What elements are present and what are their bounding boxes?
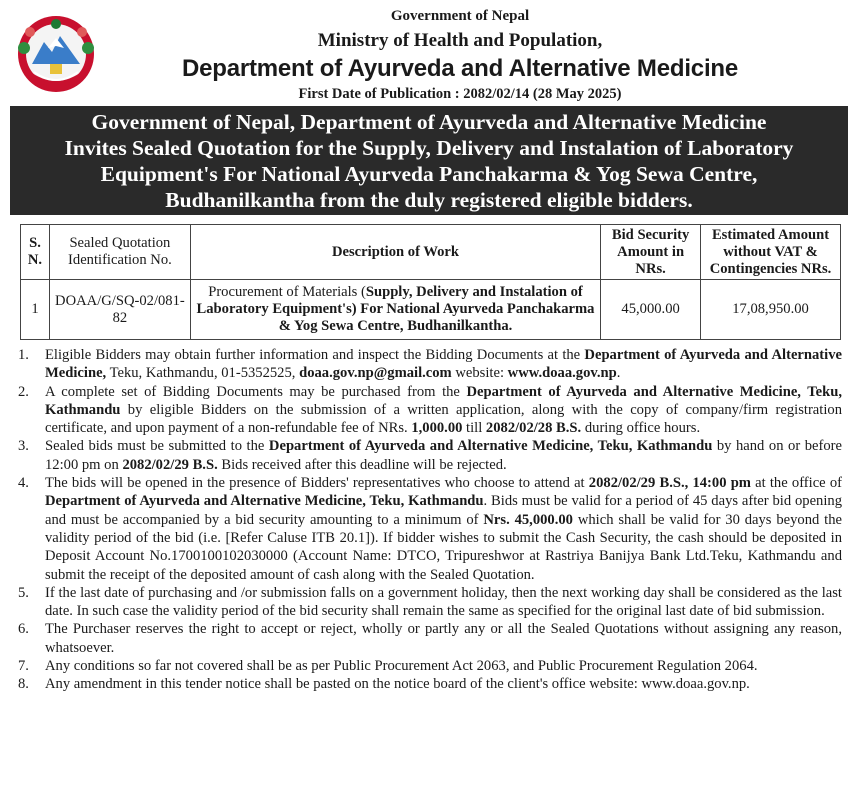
banner-line-3: Equipment's For National Ayurveda Panchakarma & Yog Sewa Centre, xyxy=(100,162,758,186)
header-sn: S. N. xyxy=(21,225,50,280)
list-item-emphasis: Department of Ayurveda and Alternative Medicine, xyxy=(45,347,842,382)
list-item xyxy=(18,383,842,438)
list-item-number: 2. xyxy=(18,383,29,400)
list-item-number: 3. xyxy=(18,438,29,455)
list-item xyxy=(18,437,842,474)
list-item-text: Any conditions so far not covered shall be as per Public Procurement Act 2063, and Public Procurement Regulation 2064. xyxy=(45,658,758,675)
list-item xyxy=(18,346,842,383)
list-item-text: Teku, Kathmandu, 01-5352525, xyxy=(106,365,300,382)
list-item-text: which shall be valid for 30 days beyond the validity period of the bid (i.e. [Refer Caluse ITB 20.1]). If bidder wishes to submit the Cash Security, the cash should be deposited in Deposit Account No.1700100102030000 (Account Name: DTCO, Tripureshwor at Rastriya Banijya Bank Ltd.Teku, Kathmandu and submit the receipt of the deposited amount of cash along with the Sealed Quotation. xyxy=(45,511,842,583)
list-item-number: 1. xyxy=(18,347,29,363)
list-item-number: 7. xyxy=(18,658,29,675)
nepal-emblem-icon xyxy=(10,8,102,100)
banner-line-4: Budhanilkantha from the duly registered eligible bidders. xyxy=(165,188,693,212)
list-item-number: 5. xyxy=(18,584,29,601)
cell-description-bold: Supply, Delivery and Instalation of Laboratory Equipment's) For National Ayurveda Panchakarma & Yog Sewa Centre, Budhanilkantha. xyxy=(196,284,595,334)
banner-line-1: Government of Nepal, Department of Ayurveda and Alternative Medicine xyxy=(91,110,767,134)
list-item xyxy=(18,584,842,621)
list-item-text: by eligible Bidders on the submission of a written application, along with the copy of company/firm registration certificate, and upon payment of a non-refundable fee of NRs. xyxy=(45,401,842,437)
list-item-number: 6. xyxy=(18,621,29,638)
conditions-list xyxy=(18,346,842,694)
list-item-emphasis: www.doaa.gov.np xyxy=(507,365,617,382)
header-bid-security: Bid Security Amount in NRs. xyxy=(601,225,701,280)
cell-description-plain: Procurement of Materials ( xyxy=(208,284,366,300)
list-item-number: 4. xyxy=(18,475,29,492)
header-identification: Sealed Quotation Identification No. xyxy=(49,225,190,280)
notice-title-banner xyxy=(10,106,848,215)
list-item-text: Bids received after this deadline will be rejected. xyxy=(217,456,507,473)
table-header-row xyxy=(21,225,841,280)
header-description: Description of Work xyxy=(190,225,600,280)
cell-sn: 1 xyxy=(21,280,50,340)
table-row xyxy=(21,280,841,340)
cell-description xyxy=(190,280,600,340)
list-item xyxy=(18,675,842,693)
list-item-emphasis: 2082/02/29 B.S. xyxy=(122,456,218,473)
list-item-text: If the last date of purchasing and /or submission falls on a government holiday, then the next working day shall be considered as the last date. In such case the validity period of the bid security shall remain the same as specified for the original last date of bid submission. xyxy=(45,584,842,620)
list-item-text: during office hours. xyxy=(581,420,701,437)
list-item-text: . xyxy=(616,365,621,382)
list-item-emphasis: 1,000.00 xyxy=(411,420,463,437)
list-item-emphasis: Department of Ayurveda and Alternative Medicine, Teku, Kathmandu xyxy=(268,438,713,455)
list-item-emphasis: Nrs. 45,000.00 xyxy=(483,511,573,528)
header-ministry: Ministry of Health and Population, xyxy=(317,30,603,51)
list-item-emphasis: Department of Ayurveda and Alternative Medicine, Teku, Kathmandu xyxy=(45,493,484,510)
list-item-text: till xyxy=(462,420,486,437)
list-item-text: The bids will be opened in the presence of Bidders' representatives who choose to attend at xyxy=(45,475,589,492)
list-item-text: at the office of xyxy=(750,475,843,492)
cell-bid-security: 45,000.00 xyxy=(601,280,701,340)
list-item-text: Any amendment in this tender notice shall be pasted on the notice board of the client's office website: www.doaa.gov.np. xyxy=(45,676,750,693)
quotation-table xyxy=(20,224,841,340)
list-item-emphasis: 2082/02/29 B.S., 14:00 pm xyxy=(588,475,751,492)
header-estimated-amount: Estimated Amount without VAT & Contingencies NRs. xyxy=(701,225,841,280)
list-item-number: 8. xyxy=(18,676,29,693)
list-item xyxy=(18,620,842,657)
publication-date: First Date of Publication : 2082/02/14 (28 May 2025) xyxy=(298,86,622,102)
list-item-text: website: xyxy=(451,365,508,382)
list-item-emphasis: 2082/02/28 B.S. xyxy=(485,420,582,437)
list-item-text: by hand on or before 12:00 pm on xyxy=(45,438,842,473)
list-item xyxy=(18,474,842,584)
list-item-text: Sealed bids must be submitted to the xyxy=(45,438,269,455)
list-item-emphasis: doaa.gov.np@gmail.com xyxy=(299,365,452,382)
cell-identification: DOAA/G/SQ-02/081-82 xyxy=(49,280,190,340)
list-item xyxy=(18,657,842,675)
header-government: Government of Nepal xyxy=(390,8,530,24)
banner-line-2: Invites Sealed Quotation for the Supply, Delivery and Instalation of Laboratory xyxy=(64,136,794,160)
cell-estimated-amount: 17,08,950.00 xyxy=(701,280,841,340)
list-item-text: . Bids must be valid for a period of 45 days after bid opening and must be accompanied by a bid security amounting to a minimum of xyxy=(45,493,842,528)
list-item-emphasis: Department of Ayurveda and Alternative Medicine, Teku, Kathmandu xyxy=(45,383,842,418)
list-item-text: Eligible Bidders may obtain further information and inspect the Bidding Documents at the xyxy=(45,347,585,363)
list-item-text: The Purchaser reserves the right to accept or reject, wholly or partly any or all the Sealed Quotations without assigning any reason, whatsoever. xyxy=(45,621,842,656)
list-item-text: A complete set of Bidding Documents may be purchased from the xyxy=(45,383,467,400)
header-department: Department of Ayurveda and Alternative Medicine xyxy=(181,55,739,82)
